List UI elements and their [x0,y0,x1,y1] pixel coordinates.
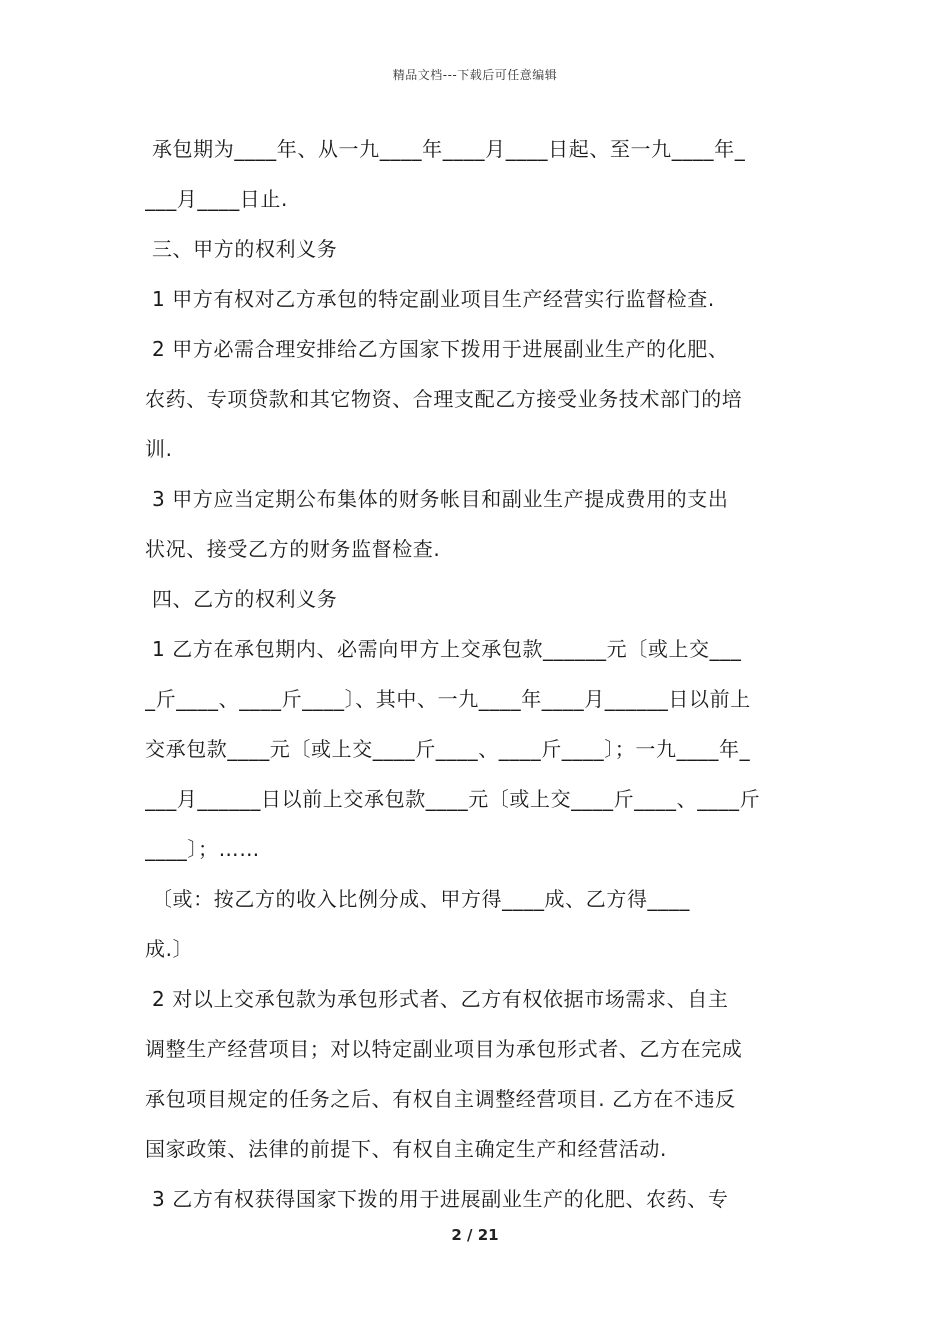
page-header: 精品文档---下载后可任意编辑 [392,68,558,82]
text-line: 承包期为____年、从一九____年____月____日起、至一九____年_ [145,137,746,161]
text-line: ___月____日止. [145,187,288,211]
page-number: 2 / 21 [451,1226,499,1244]
text-line: ___月______日以前上交承包款____元〔或上交____斤____、____斤 [145,787,761,811]
section-heading: 四、乙方的权利义务 [145,587,338,611]
text-line: 1 乙方在承包期内、必需向甲方上交承包款______元〔或上交___ [145,637,742,661]
text-line: 国家政策、法律的前提下、有权自主确定生产和经营活动. [145,1137,667,1161]
text-line: 承包项目规定的任务之后、有权自主调整经营项目. 乙方在不违反 [145,1087,736,1111]
text-line: 1 甲方有权对乙方承包的特定副业项目生产经营实行监督检查. [145,287,715,311]
text-line: _斤____、____斤____〕、其中、一九____年____月______日以前上 [145,687,751,711]
text-line: 成.〕 [145,937,194,961]
text-line: 3 乙方有权获得国家下拨的用于进展副业生产的化肥、农药、专 [145,1187,729,1211]
text-line: 调整生产经营项目；对以特定副业项目为承包形式者、乙方在完成 [145,1037,743,1061]
text-line: 3 甲方应当定期公布集体的财务帐目和副业生产提成费用的支出 [145,487,729,511]
text-line: 状况、接受乙方的财务监督检查. [145,537,441,561]
document-body [145,124,810,1224]
text-line: 2 甲方必需合理安排给乙方国家下拨用于进展副业生产的化肥、 [145,337,729,361]
text-line: 农药、专项贷款和其它物资、合理支配乙方接受业务技术部门的培 [145,387,743,411]
text-line: 交承包款____元〔或上交____斤____、____斤____〕；一九____年_ [145,737,751,761]
text-line: 〔或：按乙方的收入比例分成、甲方得____成、乙方得____ [145,887,690,911]
section-heading: 三、甲方的权利义务 [145,237,338,261]
text-line: ____〕；…… [145,837,260,861]
text-line: 2 对以上交承包款为承包形式者、乙方有权依据市场需求、自主 [145,987,729,1011]
text-line: 训. [145,437,173,461]
